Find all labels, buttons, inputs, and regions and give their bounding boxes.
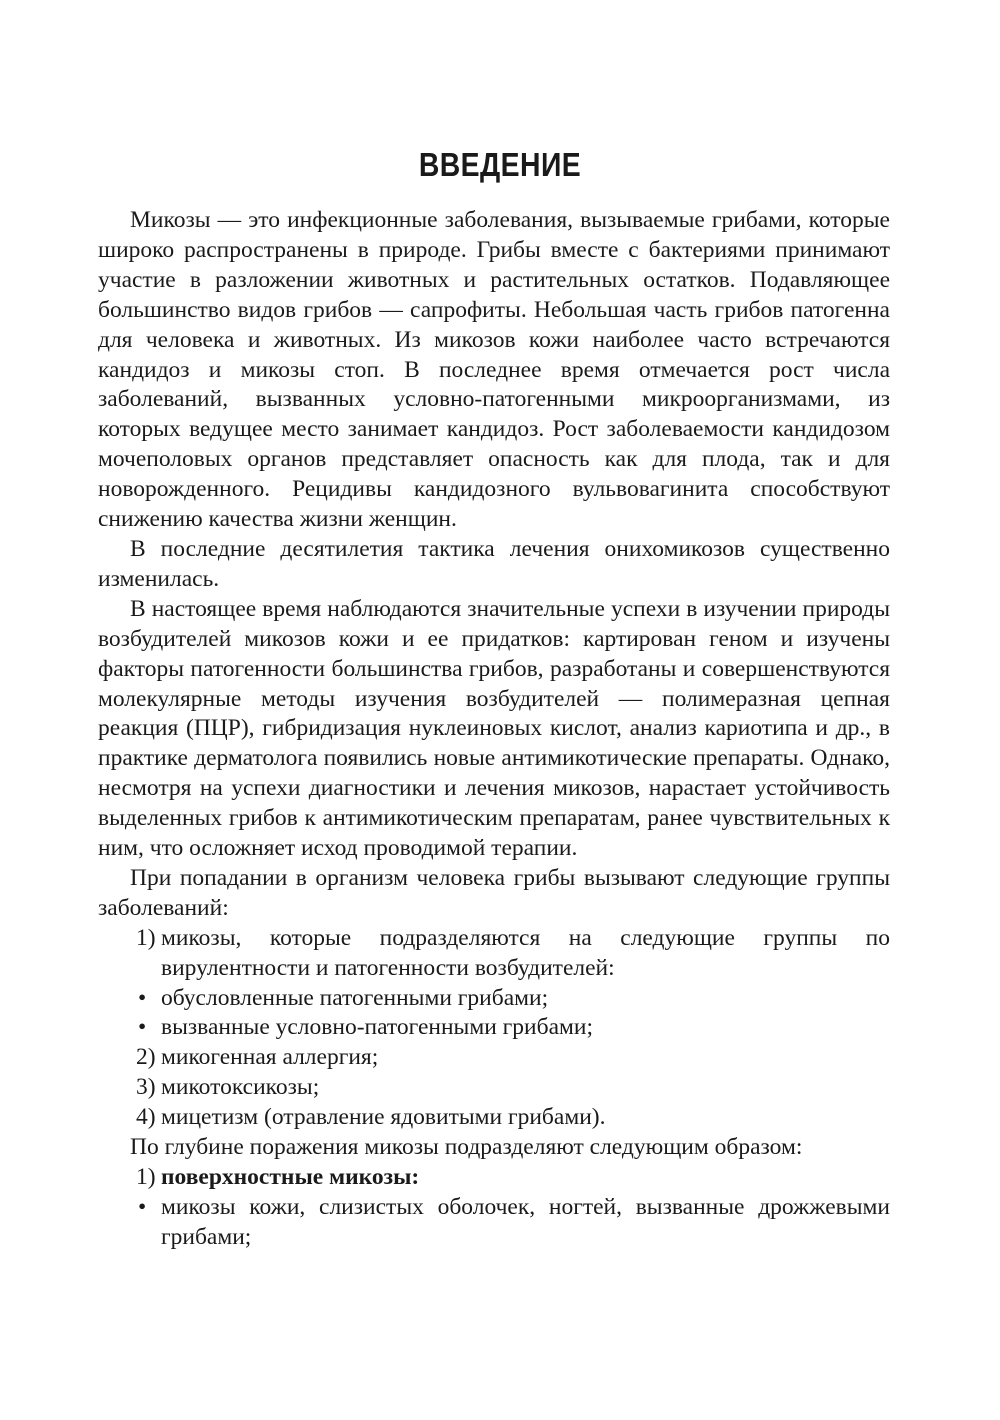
bullet-icon: •	[138, 984, 147, 1011]
bullet-item-pathogenic	[98, 984, 890, 1014]
page-title: ВВЕДЕНИЕ	[418, 146, 582, 183]
list-item-mycotoxicoses	[98, 1073, 890, 1103]
bullet-item-text: микозы кожи, слизистых оболочек, ногтей, вызванные дрожжевыми грибами;	[161, 1193, 890, 1250]
list-item-text: микотоксикозы;	[161, 1074, 320, 1101]
list-number: 2)	[136, 1044, 156, 1071]
list-item-superficial-mycoses	[98, 1163, 890, 1193]
list-item-text: микогенная аллергия;	[161, 1044, 379, 1071]
paragraph-research-progress: В настоящее время наблюдаются значительные успехи в изучении природы возбудителей микозов кожи и ее придатков: картирован геном и изучены факторы патогенности большинства грибов, разработаны и совершенствуются молекулярные методы изучения возбудителей — полимеразная цепная реакция (ПЦР), гибридизация нуклеиновых кислот, анализ кариотипа и др., в практике дерматолога появились новые антимикотические препараты. Однако, несмотря на успехи диагностики и лечения микозов, нарастает устойчивость выделенных грибов к антимикотическим препаратам, ранее чувствительных к ним, что осложняет исход проводимой терапии.	[98, 595, 890, 862]
list-item-text: мицетизм (отравление ядовитыми грибами).	[161, 1104, 606, 1131]
document-body	[98, 206, 890, 1253]
list-item-mycetism	[98, 1103, 890, 1133]
bullet-item-yeast-mycoses	[98, 1193, 890, 1253]
list-item-mycoses	[98, 924, 890, 984]
bullet-icon: •	[138, 1014, 147, 1041]
list-item-text: поверхностные микозы:	[161, 1164, 420, 1190]
bullet-item-text: обусловленные патогенными грибами;	[161, 984, 549, 1011]
bullet-item-opportunistic	[98, 1013, 890, 1043]
list-item-allergy	[98, 1043, 890, 1073]
bullet-item-text: вызванные условно-патогенными грибами;	[161, 1014, 593, 1041]
paragraph-disease-groups-intro: При попадании в организм человека грибы вызывают следующие группы заболеваний:	[98, 864, 890, 921]
list-number: 1)	[136, 1164, 156, 1190]
paragraph-intro: Микозы — это инфекционные заболевания, вызываемые грибами, которые широко распространены в природе. Грибы вместе с бактериями принимают участие в разложении животных и растительных остатков. Подавляющее большинство видов грибов — сапрофиты. Небольшая часть грибов патогенна для человека и животных. Из микозов кожи наиболее часто встречаются кандидоз и микозы стоп. В последнее время отмечается рост числа заболеваний, вызванных условно-патогенными микроорганизмами, из которых ведущее место занимает кандидоз. Рост заболеваемости кандидозом мочеполовых органов представляет опасность как для плода, так и для новорожденного. Рецидивы кандидозного вульвовагинита способствуют снижению качества жизни женщин.	[98, 207, 890, 533]
bullet-icon: •	[138, 1193, 147, 1220]
list-number: 1)	[136, 924, 156, 951]
paragraph-depth-intro: По глубине поражения микозы подразделяют следующим образом:	[130, 1134, 803, 1161]
paragraph-treatment-tactics: В последние десятилетия тактика лечения онихомикозов существенно изменилась.	[98, 535, 890, 592]
list-item-text: микозы, которые подразделяются на следующие группы по вирулентности и патогенности возбудителей:	[161, 924, 890, 981]
list-number: 3)	[136, 1074, 156, 1101]
list-number: 4)	[136, 1104, 156, 1131]
